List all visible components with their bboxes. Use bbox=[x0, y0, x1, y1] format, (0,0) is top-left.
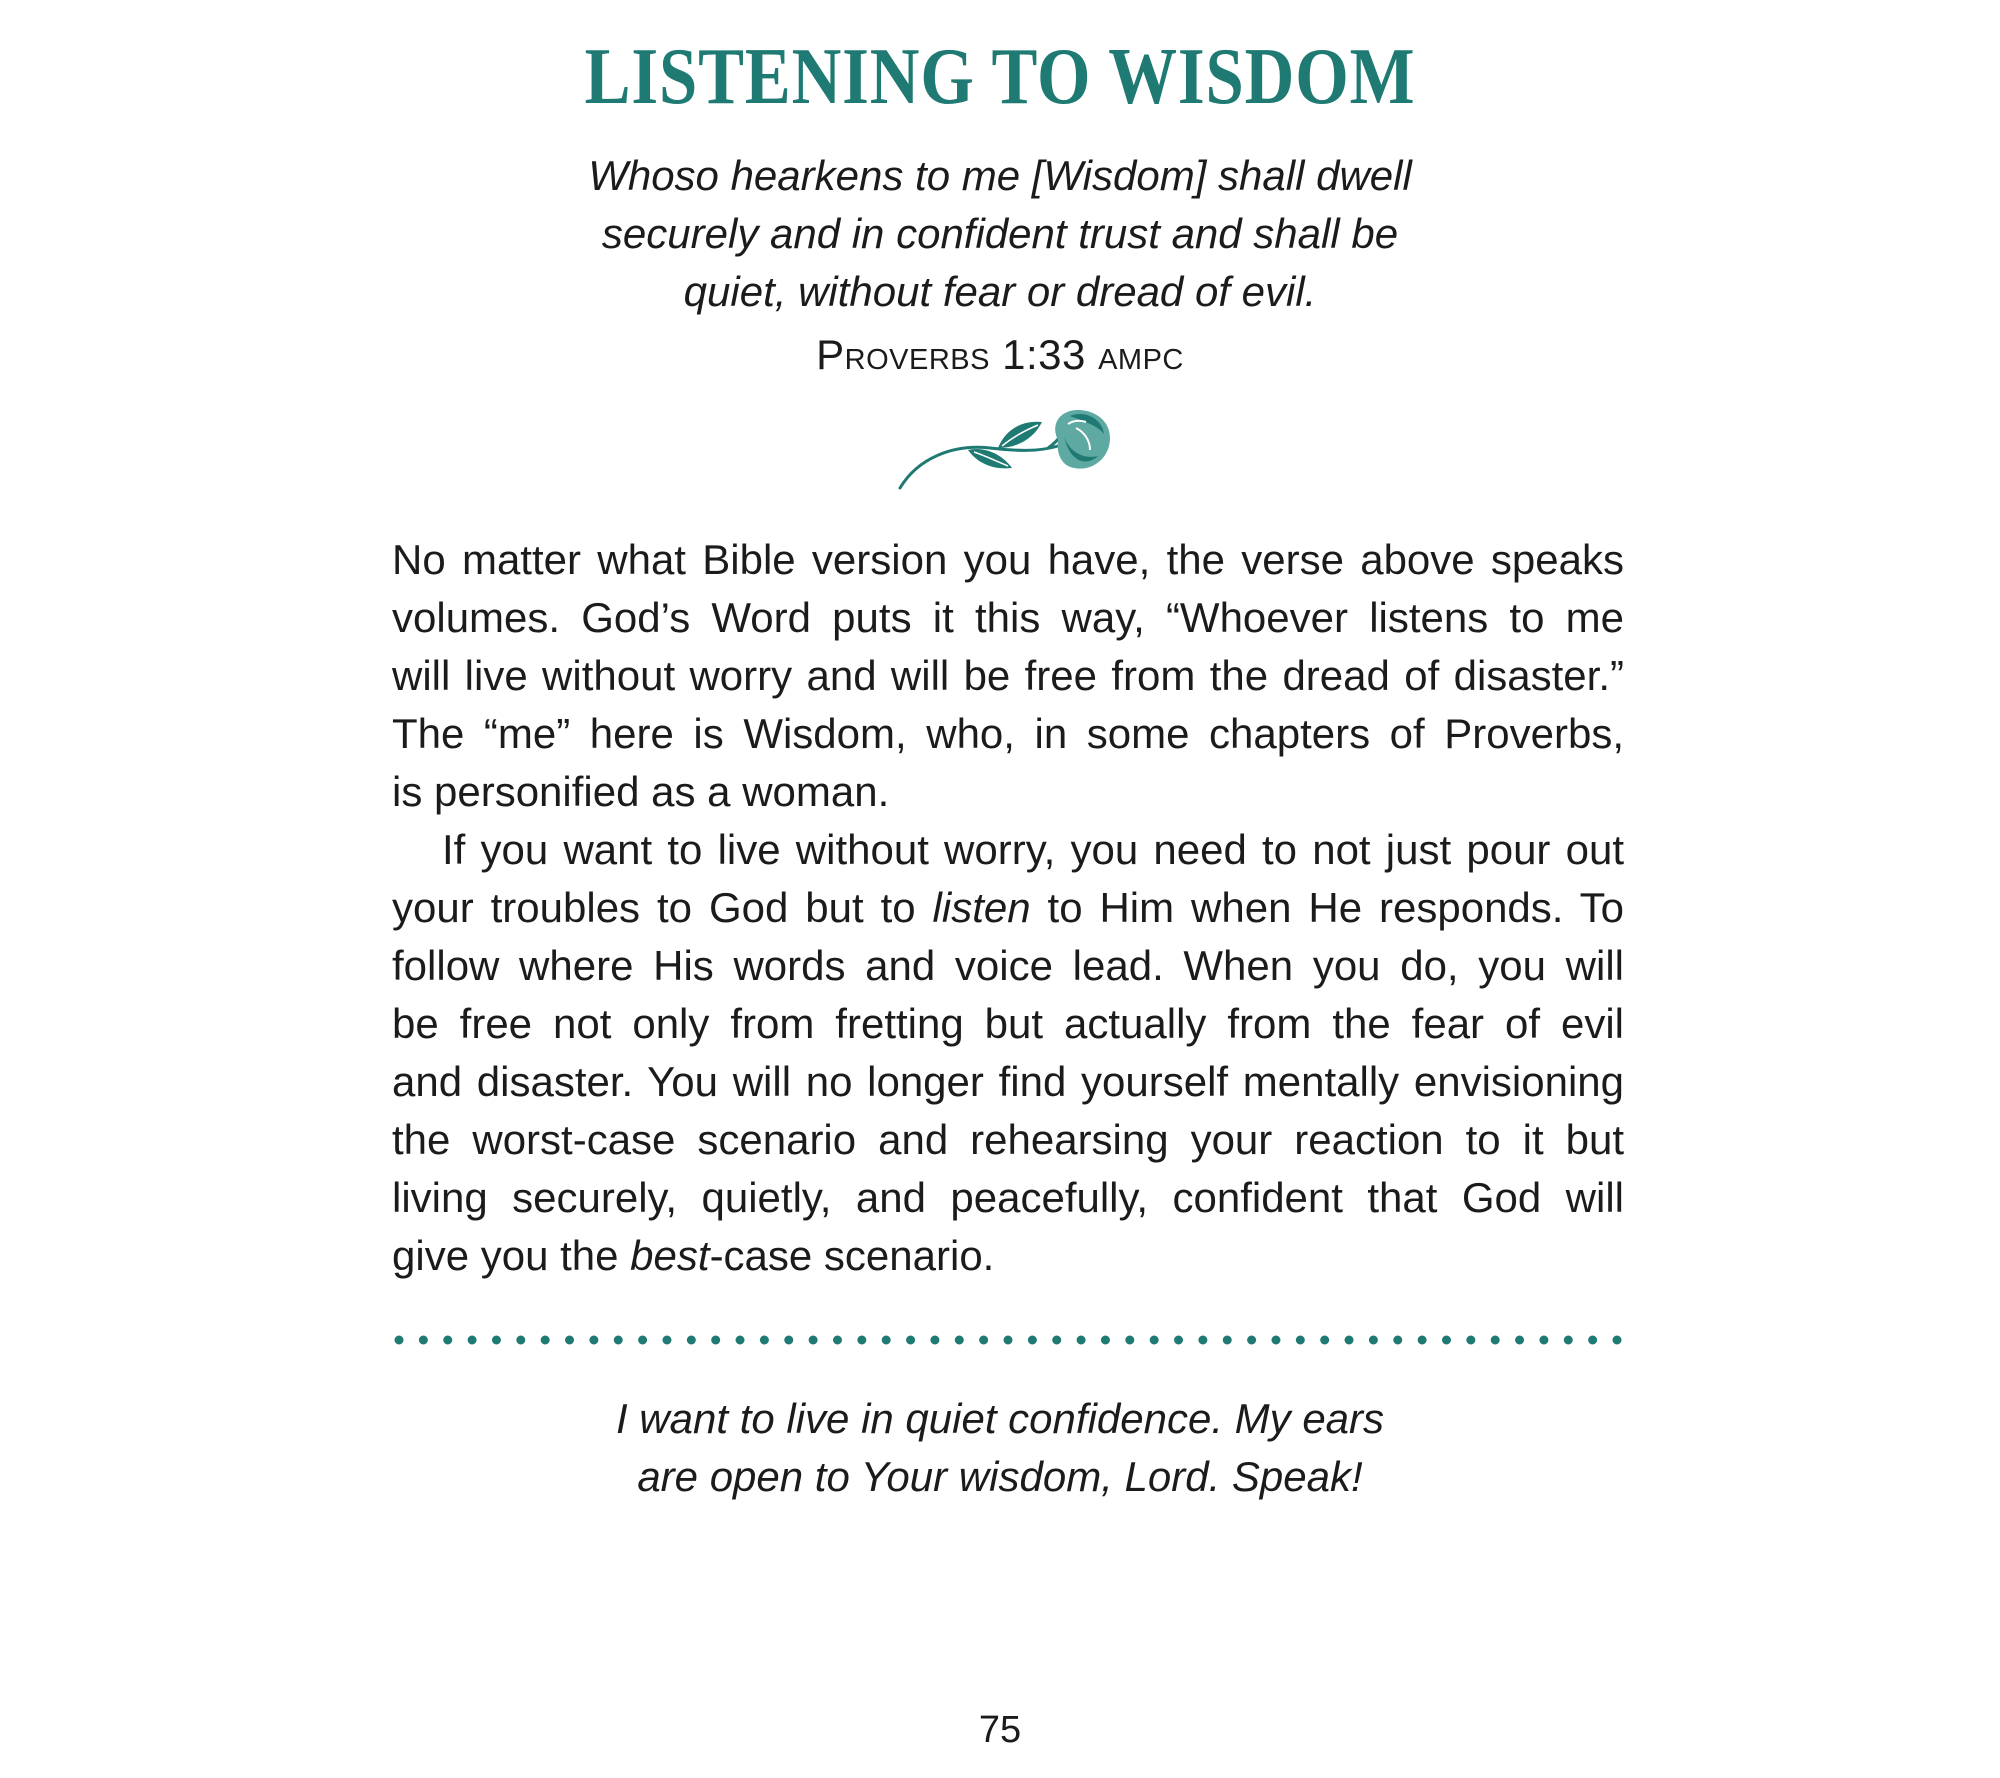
text-line: living securely, quietly, and peacefully, confident that God will bbox=[392, 1174, 1624, 1221]
divider-dot bbox=[614, 1336, 623, 1345]
text-line: volumes. God’s Word puts it this way, “Whoever listens to me bbox=[392, 594, 1624, 641]
text-run: give you the bbox=[392, 1232, 631, 1279]
verse-line: securely and in confident trust and shall be bbox=[601, 210, 1399, 257]
divider-dot bbox=[492, 1336, 501, 1345]
page-number: 75 bbox=[978, 1709, 1022, 1751]
divider-dot bbox=[1247, 1336, 1256, 1345]
text-line bbox=[392, 879, 1624, 937]
divider-dot bbox=[1150, 1336, 1159, 1345]
paragraph-2 bbox=[392, 821, 1624, 1285]
divider-dot bbox=[1198, 1336, 1207, 1345]
divider-dot bbox=[565, 1336, 574, 1345]
divider-dot bbox=[1491, 1336, 1500, 1345]
divider-dot bbox=[1564, 1336, 1573, 1345]
page-title: LISTENING TO WISDOM bbox=[584, 33, 1416, 121]
prayer bbox=[0, 1390, 2000, 1506]
divider-dot bbox=[1369, 1336, 1378, 1345]
divider-dot bbox=[1101, 1336, 1110, 1345]
prayer-line: I want to live in quiet confidence. My ears bbox=[615, 1395, 1385, 1442]
divider-dot bbox=[736, 1336, 745, 1345]
divider-dot bbox=[784, 1336, 793, 1345]
text-run: to Him when He responds. To bbox=[1030, 884, 1624, 931]
divider-dot bbox=[1223, 1336, 1232, 1345]
divider-dot bbox=[1466, 1336, 1475, 1345]
divider-dot bbox=[516, 1336, 525, 1345]
divider-dot bbox=[443, 1336, 452, 1345]
text-line: the worst-case scenario and rehearsing your reaction to it but bbox=[392, 1116, 1624, 1163]
divider-dot bbox=[1442, 1336, 1451, 1345]
divider-dot bbox=[419, 1336, 428, 1345]
text-run: -case scenario. bbox=[709, 1232, 995, 1279]
divider-dot bbox=[1296, 1336, 1305, 1345]
divider-dot bbox=[541, 1336, 550, 1345]
divider-dot bbox=[1345, 1336, 1354, 1345]
divider-dot bbox=[395, 1336, 404, 1345]
divider-dot bbox=[882, 1336, 891, 1345]
text-line: follow where His words and voice lead. When you do, you will bbox=[392, 942, 1624, 989]
scripture-verse bbox=[0, 147, 2000, 321]
divider-dot bbox=[468, 1336, 477, 1345]
body-text bbox=[392, 531, 1624, 1285]
verse-line: quiet, without fear or dread of evil. bbox=[683, 268, 1317, 315]
divider-dot bbox=[1077, 1336, 1086, 1345]
paragraph-1 bbox=[392, 531, 1624, 821]
text-run: your troubles to God but to bbox=[392, 884, 933, 931]
verse-reference bbox=[0, 327, 2000, 383]
divider-dot bbox=[1515, 1336, 1524, 1345]
divider-dot bbox=[1028, 1336, 1037, 1345]
prayer-line: are open to Your wisdom, Lord. Speak! bbox=[637, 1453, 1363, 1500]
text-line: is personified as a woman. bbox=[392, 768, 890, 815]
divider-dot bbox=[1539, 1336, 1548, 1345]
divider-dot bbox=[687, 1336, 696, 1345]
text-line: The “me” here is Wisdom, who, in some chapters of Proverbs, bbox=[392, 710, 1624, 757]
reference-verse: 1:33 bbox=[1002, 331, 1086, 378]
divider-dot bbox=[1004, 1336, 1013, 1345]
reference-book: Proverbs bbox=[816, 331, 990, 378]
divider-dot bbox=[1125, 1336, 1134, 1345]
flower-icon bbox=[898, 406, 1118, 490]
divider-dot bbox=[1393, 1336, 1402, 1345]
emphasis-best: best bbox=[630, 1232, 710, 1279]
divider-dot bbox=[662, 1336, 671, 1345]
divider-dot bbox=[760, 1336, 769, 1345]
text-line: be free not only from fretting but actually from the fear of evil bbox=[392, 1000, 1624, 1047]
divider-dot bbox=[833, 1336, 842, 1345]
text-line: If you want to live without worry, you need to not just pour out bbox=[442, 826, 1624, 873]
divider-dot bbox=[1174, 1336, 1183, 1345]
divider-dot bbox=[809, 1336, 818, 1345]
divider-dot bbox=[1613, 1336, 1622, 1345]
divider-dot bbox=[638, 1336, 647, 1345]
divider-dot bbox=[1320, 1336, 1329, 1345]
text-line bbox=[392, 1227, 1624, 1285]
text-line: No matter what Bible version you have, the verse above speaks bbox=[392, 536, 1624, 583]
divider-dot bbox=[979, 1336, 988, 1345]
divider-dot bbox=[711, 1336, 720, 1345]
text-line: and disaster. You will no longer find yourself mentally envisioning bbox=[392, 1058, 1624, 1105]
text-line: will live without worry and will be free from the dread of disaster.” bbox=[392, 652, 1624, 699]
reference-version: ampc bbox=[1098, 331, 1184, 378]
divider-dot bbox=[930, 1336, 939, 1345]
divider-dot bbox=[1588, 1336, 1597, 1345]
divider-dot bbox=[955, 1336, 964, 1345]
divider-dot bbox=[1271, 1336, 1280, 1345]
verse-line: Whoso hearkens to me [Wisdom] shall dwell bbox=[588, 152, 1412, 199]
divider-dot bbox=[1052, 1336, 1061, 1345]
emphasis-listen: listen bbox=[932, 884, 1031, 931]
dotted-divider bbox=[392, 1333, 1624, 1347]
divider-dot bbox=[1418, 1336, 1427, 1345]
divider-dot bbox=[589, 1336, 598, 1345]
divider-dot bbox=[857, 1336, 866, 1345]
divider-dot bbox=[906, 1336, 915, 1345]
